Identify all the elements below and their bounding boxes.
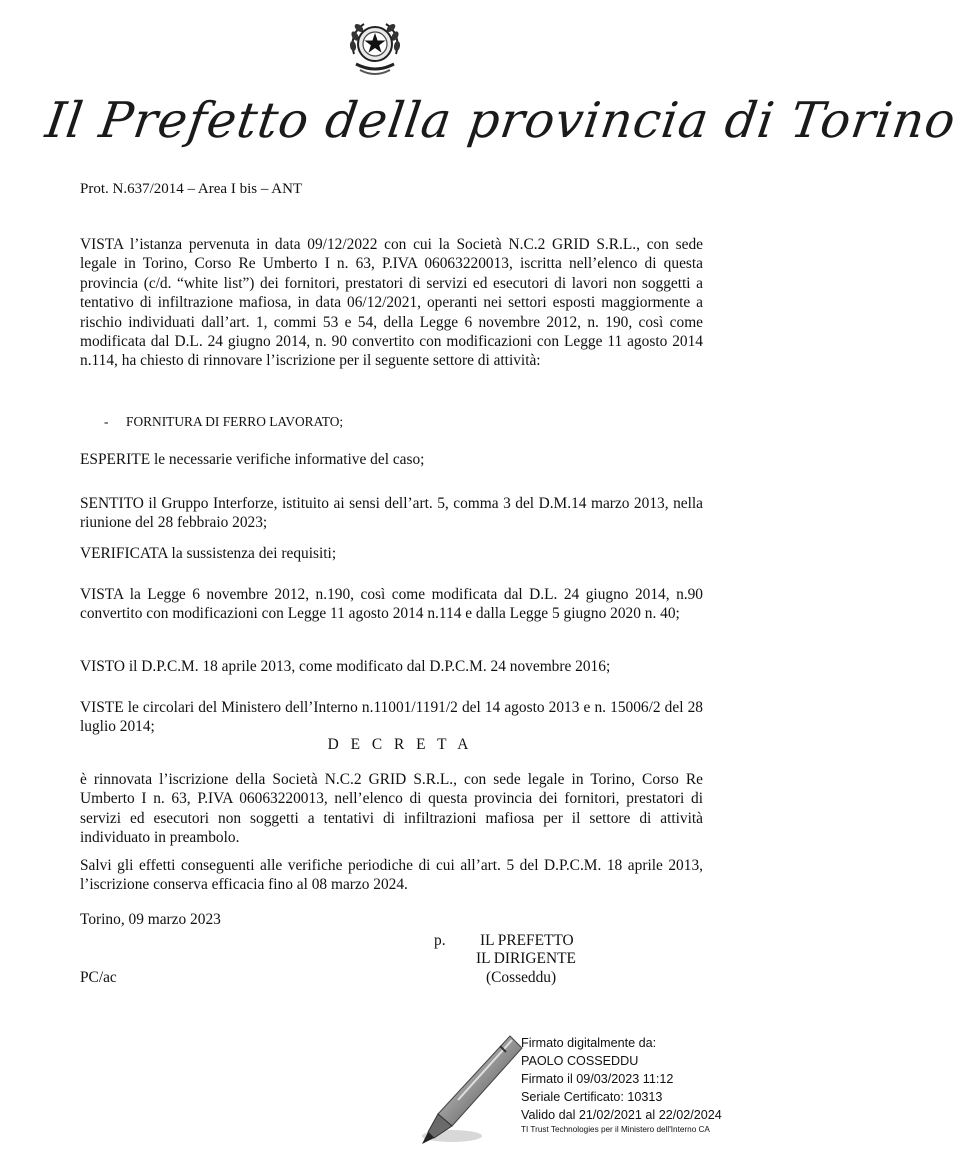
paragraph-rinnovata: è rinnovata l’iscrizione della Società N.C.2 GRID S.R.L., con sede legale in Torino, Corso Re Umberto I n. 63, P.IVA 06063220013, nell’elenco di questa provincia dei fornitori, prestatori di servizi ed esecutori non soggetti a tentativi di infiltrazioni mafiosa per il settore di attività individuato in preambolo.	[80, 771, 703, 847]
digital-signature-heading: Firmato digitalmente da:	[521, 1036, 657, 1050]
paragraph-vista-istanza: VISTA l’istanza pervenuta in data 09/12/2022 con cui la Società N.C.2 GRID S.R.L., con sede legale in Torino, Corso Re Umberto I n. 63, P.IVA 06063220013, iscritta nell’elenco di questa provincia (c/d. “white list”) dei fornitori, prestatori di servizi ed esecutori di lavori non soggetti a tentativo di infiltrazione mafiosa, in data 06/12/2021, operanti nei settori esposti maggiormente a rischio individuati dall’art. 1, commi 53 e 54, della Legge 6 novembre 2012, n. 190, così come modificata dal D.L. 24 giugno 2014, n. 90 convertito con modificazioni con Legge 11 agosto 2014 n.114, ha chiesto di rinnovare l’iscrizione per il seguente settore di attività:	[80, 236, 703, 370]
fountain-pen-icon	[412, 1030, 528, 1148]
paragraph-esperite: ESPERITE le necessarie verifiche informative del caso;	[80, 451, 425, 468]
decreta-heading: D E C R E T A	[327, 736, 473, 753]
list-item	[104, 414, 343, 430]
digital-signature-block	[521, 1034, 722, 1136]
signer-name: (Cosseddu)	[486, 969, 557, 986]
place-date: Torino, 09 marzo 2023	[80, 911, 221, 928]
initials: PC/ac	[80, 969, 117, 986]
protocol-number: Prot. N.637/2014 – Area I bis – ANT	[80, 181, 303, 197]
bullet-text: FORNITURA DI FERRO LAVORATO;	[126, 414, 344, 429]
paragraph-salvi: Salvi gli effetti conseguenti alle verifiche periodiche di cui all’art. 5 del D.P.C.M. 18 aprile 2013, l’iscrizione conserva efficacia fino al 08 marzo 2024.	[80, 857, 703, 894]
paragraph-verificata: VERIFICATA la sussistenza dei requisiti;	[80, 545, 337, 562]
paragraph-visto-dpcm: VISTO il D.P.C.M. 18 aprile 2013, come modificato dal D.P.C.M. 24 novembre 2016;	[80, 658, 611, 675]
paragraph-sentito: SENTITO il Gruppo Interforze, istituito ai sensi dell’art. 5, comma 3 del D.M.14 marzo 2013, nella riunione del 28 febbraio 2023;	[80, 495, 703, 532]
paragraph-vista-legge: VISTA la Legge 6 novembre 2012, n.190, così come modificata dal D.L. 24 giugno 2014, n.90 convertito con modificazioni con Legge 11 agosto 2014 n.114 e dalla Legge 5 giugno 2020 n. 40;	[80, 586, 703, 623]
digital-signature-date: Firmato il 09/03/2023 11:12	[521, 1072, 674, 1086]
digital-signature-name: PAOLO COSSEDDU	[521, 1054, 639, 1068]
digital-signature-issuer: TI Trust Technologies per il Ministero dell'Interno CA	[521, 1125, 710, 1134]
bullet-dash: -	[104, 414, 109, 429]
signer-title: IL PREFETTO	[480, 932, 574, 949]
digital-signature-serial: Seriale Certificato: 10313	[521, 1090, 663, 1104]
paragraph-viste-circolari: VISTE le circolari del Ministero dell’Interno n.11001/1191/2 del 14 agosto 2013 e n. 15006/2 del 28 luglio 2014;	[80, 699, 703, 736]
italian-republic-emblem-icon	[346, 14, 404, 82]
signer-role: IL DIRIGENTE	[476, 950, 576, 967]
letterhead-title: Il Prefetto della provincia di Torino	[42, 92, 960, 149]
signer-prefix: p.	[434, 932, 446, 949]
digital-signature-validity: Valido dal 21/02/2021 al 22/02/2024	[521, 1108, 722, 1122]
